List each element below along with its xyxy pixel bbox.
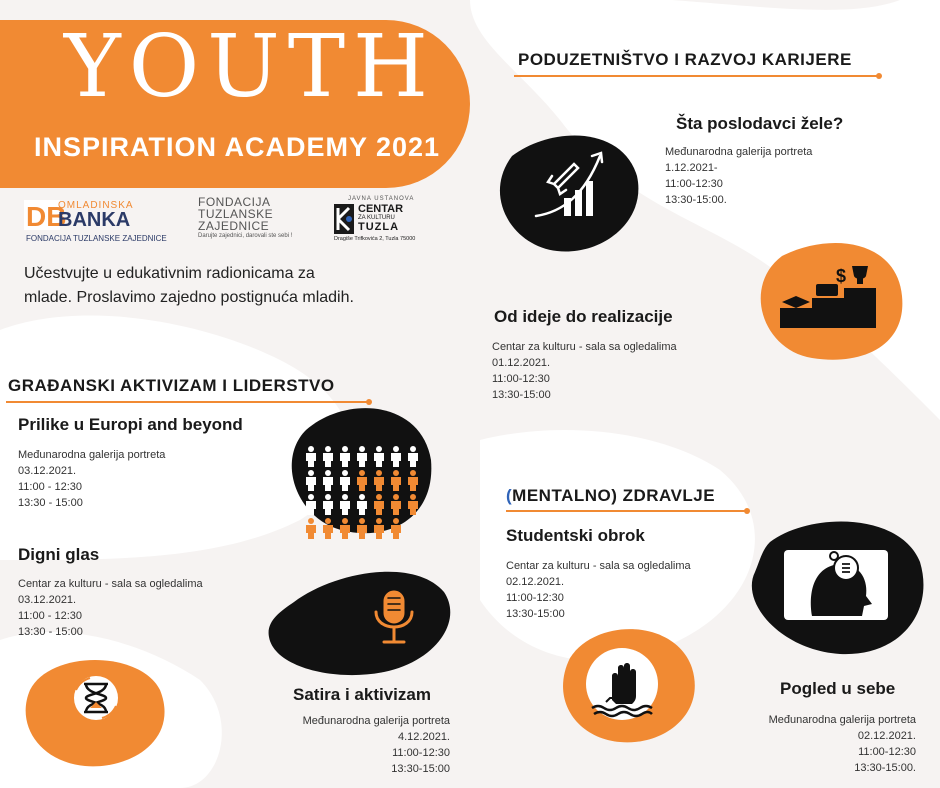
title-academy: INSPIRATION ACADEMY 2021 [33, 132, 441, 162]
person-figure [357, 470, 367, 491]
event-satira-time2: 13:30-15:00 [391, 763, 450, 775]
db-mark-icon [24, 200, 67, 232]
mind-blob [750, 512, 930, 662]
centar-line3: TUZLA [358, 221, 400, 233]
person-figure [391, 446, 401, 467]
fondacija-tagline: Darujte zajednici, darovali ste sebi ! [198, 233, 293, 239]
event-prilike-time2: 13:30 - 15:00 [18, 497, 83, 509]
person-figure [340, 470, 350, 491]
event-obrok-time2: 13:30-15:00 [506, 608, 565, 620]
logo-centar-za-kulturu [334, 196, 424, 248]
event-pogled-details [700, 712, 916, 776]
event-sta-venue: Međunarodna galerija portreta [665, 146, 813, 158]
title-youth: YOUTH [63, 17, 437, 117]
section-health-title [506, 486, 715, 506]
event-obrok-venue: Centar za kulturu - sala sa ogledalima [506, 560, 691, 572]
event-pogled-title: Pogled u sebe [780, 679, 896, 698]
section-career-title: PODUZETNIŠTVO I RAZVOJ KARIJERE [518, 50, 852, 69]
person-figure [391, 470, 401, 491]
event-ideje-details [492, 339, 677, 403]
event-sta-date: 1.12.2021- [665, 162, 718, 174]
person-figure [374, 494, 384, 515]
centar-line2: ZA KULTURU [358, 215, 395, 221]
event-ideje-time1: 11:00-12:30 [492, 373, 550, 385]
hourglass-blob [20, 650, 170, 770]
event-sta-details [665, 144, 812, 208]
logo-omladinska-banka [24, 200, 167, 248]
hand-blob [550, 618, 700, 748]
event-pogled-venue: Međunarodna galerija portreta [768, 714, 916, 726]
person-figure [323, 494, 333, 515]
event-ideje-time2: 13:30-15:00 [492, 389, 551, 401]
event-pogled-date: 02.12.2021. [857, 730, 916, 742]
event-sta-time2: 13:30-15:00. [665, 194, 727, 206]
person-figure [374, 518, 384, 539]
event-digni-details [18, 576, 203, 640]
person-figure [340, 446, 350, 467]
event-sta-title: Šta poslodavci žele? [676, 114, 844, 133]
hourglass-icon [74, 676, 118, 720]
mental-health-icon [784, 550, 888, 620]
event-obrok-time1: 11:00-12:30 [506, 592, 564, 604]
section-health-rule [506, 510, 746, 512]
section-career-rule [514, 75, 878, 77]
event-sta-time1: 11:00-12:30 [665, 178, 723, 190]
person-figure [374, 470, 384, 491]
event-digni-date: 03.12.2021. [18, 594, 77, 606]
event-digni-title: Digni glas [18, 545, 100, 564]
event-pogled-time2: 13:30-15:00. [854, 762, 916, 774]
person-figure [306, 470, 316, 491]
centar-mark-icon [334, 204, 354, 234]
intro-line2: mlade. Proslavimo zajedno postignuća mladih. [24, 289, 354, 306]
steps-blob [752, 236, 912, 366]
section-civic-title: GRAĐANSKI AKTIVIZAM I LIDERSTVO [8, 376, 335, 395]
fondacija-line3: ZAJEDNICE [198, 219, 270, 233]
banka-line1: OMLADINSKA [58, 200, 134, 211]
event-satira-venue: Međunarodna galerija portreta [302, 715, 450, 727]
banka-line2: BANKA [58, 209, 131, 231]
event-satira-date: 4.12.2021. [398, 731, 450, 743]
event-digni-time1: 11:00 - 12:30 [18, 610, 83, 622]
person-figure [391, 518, 401, 539]
banka-line3: FONDACIJA TUZLANSKE ZAJEDNICE [26, 234, 167, 243]
event-ideje-date: 01.12.2021. [492, 357, 551, 369]
person-figure [306, 494, 316, 515]
event-ideje-venue: Centar za kulturu - sala sa ogledalima [492, 341, 677, 353]
drowning-hand-icon [586, 648, 658, 720]
mic-blob [264, 562, 454, 682]
person-figure [391, 494, 401, 515]
event-prilike-date: 03.12.2021. [18, 465, 77, 477]
event-prilike-time1: 11:00 - 12:30 [18, 481, 83, 493]
crowd-icon [298, 440, 428, 540]
event-satira-details [232, 713, 450, 777]
person-figure [306, 518, 316, 539]
section-health-label: MENTALNO) ZDRAVLJE [512, 486, 716, 505]
person-figure [306, 446, 316, 467]
centar-address: Dragiše Trifkovića 2, Tuzla 75000 [334, 236, 416, 242]
event-satira-time1: 11:00-12:30 [392, 747, 450, 759]
person-figure [340, 494, 350, 515]
intro-line1: Učestvujte u edukativnim radionicama za [24, 265, 315, 282]
person-figure [340, 518, 350, 539]
event-ideje-title: Od ideje do realizacije [494, 307, 673, 326]
person-figure [357, 494, 367, 515]
svg-text:$: $ [836, 266, 847, 286]
person-figure [408, 494, 418, 515]
person-figure [323, 470, 333, 491]
event-obrok-details [506, 558, 691, 622]
person-figure [408, 446, 418, 467]
rocket-blob [492, 126, 642, 256]
event-digni-time2: 13:30 - 15:00 [18, 626, 83, 638]
event-obrok-title: Studentski obrok [506, 526, 645, 545]
person-figure [357, 518, 367, 539]
event-obrok-date: 02.12.2021. [506, 576, 565, 588]
person-figure [323, 518, 333, 539]
person-figure [357, 446, 367, 467]
person-figure [374, 446, 384, 467]
event-prilike-title: Prilike u Europi and beyond [18, 415, 243, 434]
event-prilike-venue: Međunarodna galerija portreta [18, 449, 166, 461]
intro-text [24, 262, 444, 310]
centar-line1: CENTAR [358, 203, 404, 215]
fondacija-line2: TUZLANSKE [198, 207, 274, 221]
event-digni-venue: Centar za kulturu - sala sa ogledalima [18, 578, 203, 590]
logo-fondacija [198, 196, 298, 248]
person-figure [323, 446, 333, 467]
fondacija-line1: FONDACIJA [198, 195, 271, 209]
centar-top: JAVNA USTANOVA [348, 196, 415, 202]
person-figure [408, 470, 418, 491]
section-health-paren: ( [506, 486, 513, 505]
db-mark: DB [26, 201, 67, 232]
section-career-rule-dot [876, 73, 882, 79]
event-pogled-time1: 11:00-12:30 [858, 746, 916, 758]
event-prilike-details [18, 447, 165, 511]
event-satira-title: Satira i aktivizam [293, 685, 431, 704]
